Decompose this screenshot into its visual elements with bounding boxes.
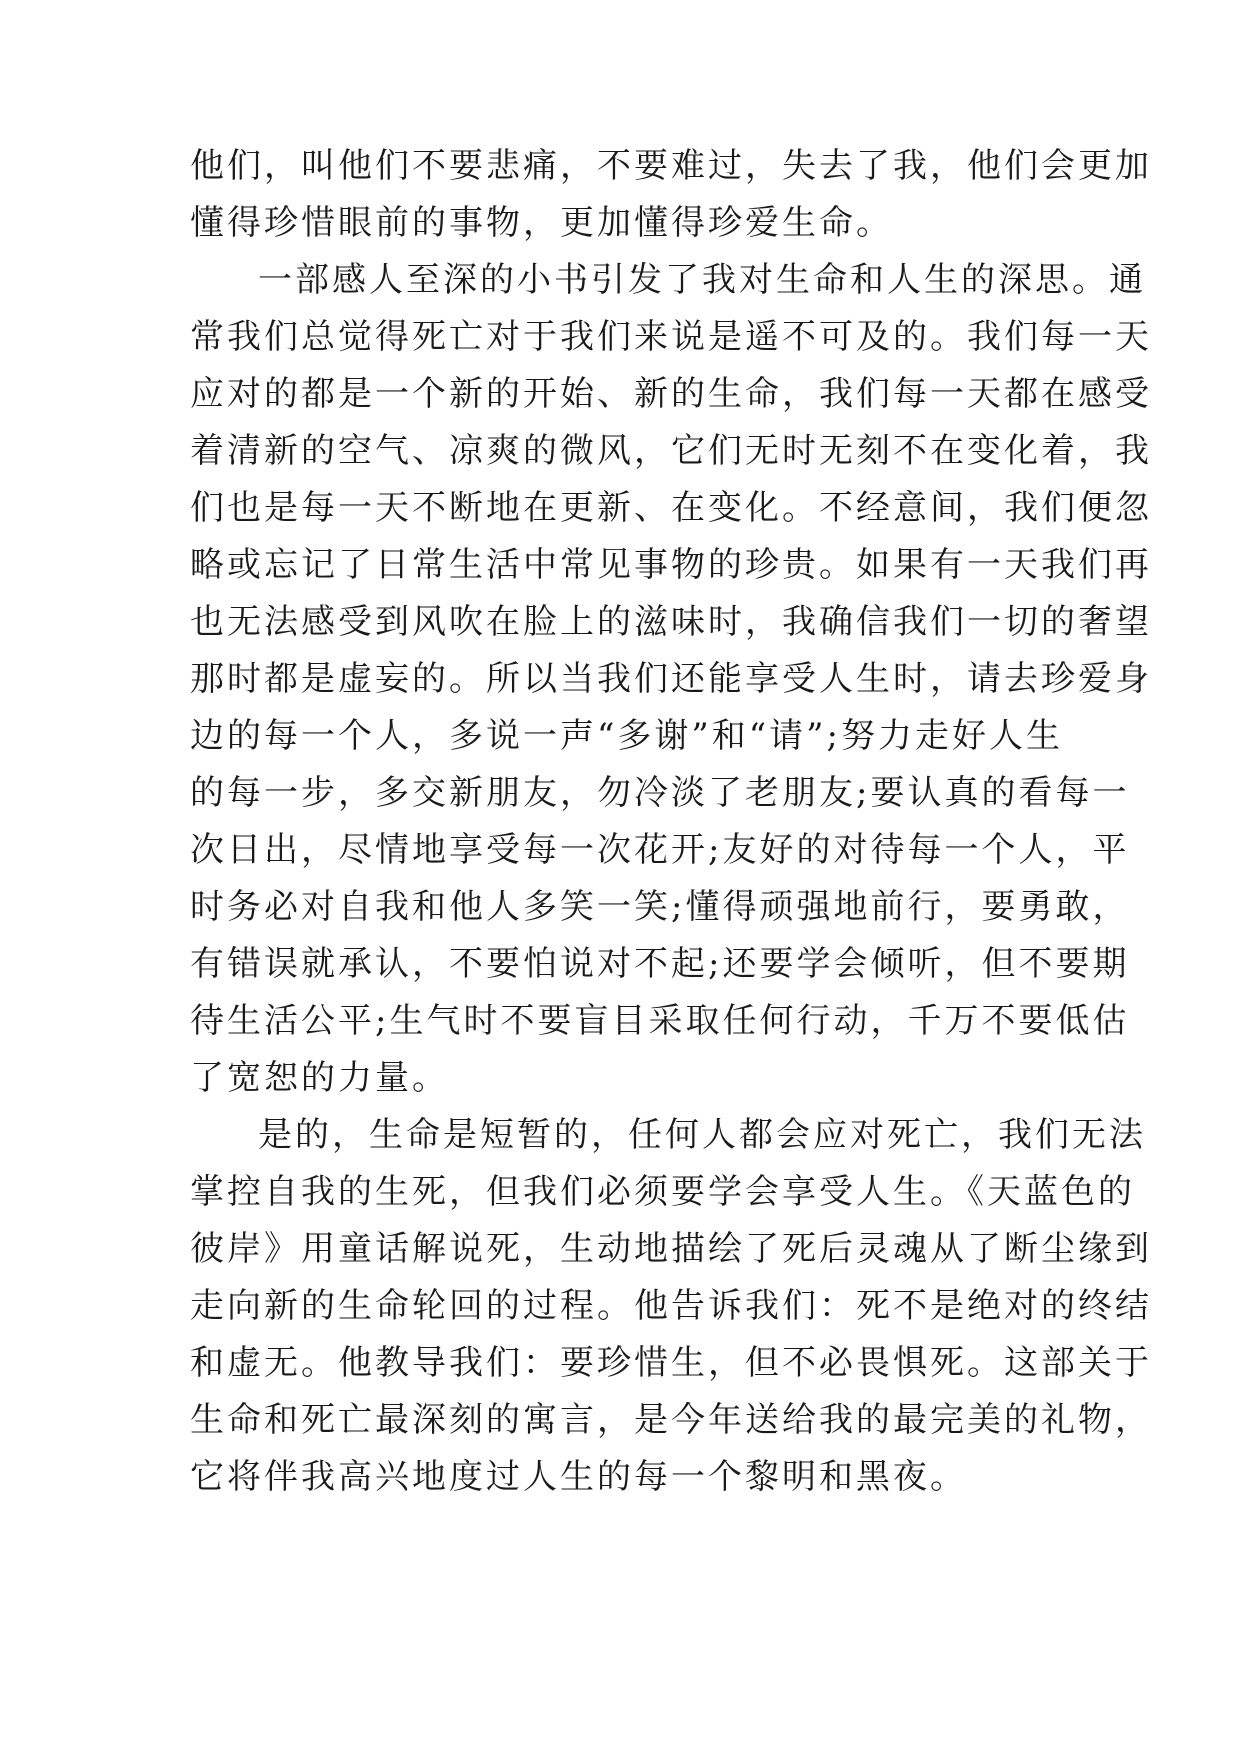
text-line: 着清新的空气、凉爽的微风，它们无时无刻不在变化着，我 [190, 431, 1152, 471]
text-line: 有错误就承认，不要怕说对不起;还要学会倾听，但不要期 [190, 944, 1130, 984]
text-line: 懂得珍惜眼前的事物，更加懂得珍爱生命。 [190, 203, 893, 243]
text-line: 们也是每一天不断地在更新、在变化。不经意间，我们便忽 [190, 488, 1152, 528]
text-line: 了宽恕的力量。 [190, 1058, 449, 1098]
text-line: 次日出，尽情地享受每一次花开;友好的对待每一个人，平 [190, 830, 1130, 870]
text-line: 一部感人至深的小书引发了我对生命和人生的深思。通 [258, 260, 1146, 300]
text-line: 应对的都是一个新的开始、新的生命，我们每一天都在感受 [190, 374, 1152, 414]
text-line: 走向新的生命轮回的过程。他告诉我们：死不是绝对的终结 [190, 1286, 1152, 1326]
paragraph-2 [190, 252, 1152, 1107]
text-line: 略或忘记了日常生活中常见事物的珍贵。如果有一天我们再 [190, 545, 1152, 585]
text-line: 也无法感受到风吹在脸上的滋味时，我确信我们一切的奢望 [190, 602, 1152, 642]
text-line: 那时都是虚妄的。所以当我们还能享受人生时，请去珍爱身 [190, 659, 1152, 699]
text-line: 的每一步，多交新朋友，勿冷淡了老朋友;要认真的看每一 [190, 773, 1130, 813]
text-line: 常我们总觉得死亡对于我们来说是遥不可及的。我们每一天 [190, 317, 1152, 357]
text-line: 时务必对自我和他人多笑一笑;懂得顽强地前行，要勇敢， [190, 887, 1130, 927]
paragraph-3 [190, 1107, 1152, 1506]
text-line: 和虚无。他教导我们：要珍惜生，但不必畏惧死。这部关于 [190, 1343, 1152, 1383]
text-line: 边的每一个人，多说一声“多谢”和“请”;努力走好人生 [190, 716, 1063, 756]
text-line: 他们，叫他们不要悲痛，不要难过，失去了我，他们会更加 [190, 146, 1152, 186]
paragraph-1 [190, 138, 1152, 252]
text-line: 待生活公平;生气时不要盲目采取任何行动，千万不要低估 [190, 1001, 1130, 1041]
text-line: 它将伴我高兴地度过人生的每一个黎明和黑夜。 [190, 1457, 967, 1497]
text-line: 彼岸》用童话解说死，生动地描绘了死后灵魂从了断尘缘到 [190, 1229, 1152, 1269]
text-line: 掌控自我的生死，但我们必须要学会享受人生。《天蓝色的 [190, 1172, 1135, 1212]
text-line: 生命和死亡最深刻的寓言，是今年送给我的最完美的礼物， [190, 1400, 1152, 1440]
body-text [190, 138, 1152, 1506]
text-line: 是的，生命是短暂的，任何人都会应对死亡，我们无法 [258, 1115, 1146, 1155]
